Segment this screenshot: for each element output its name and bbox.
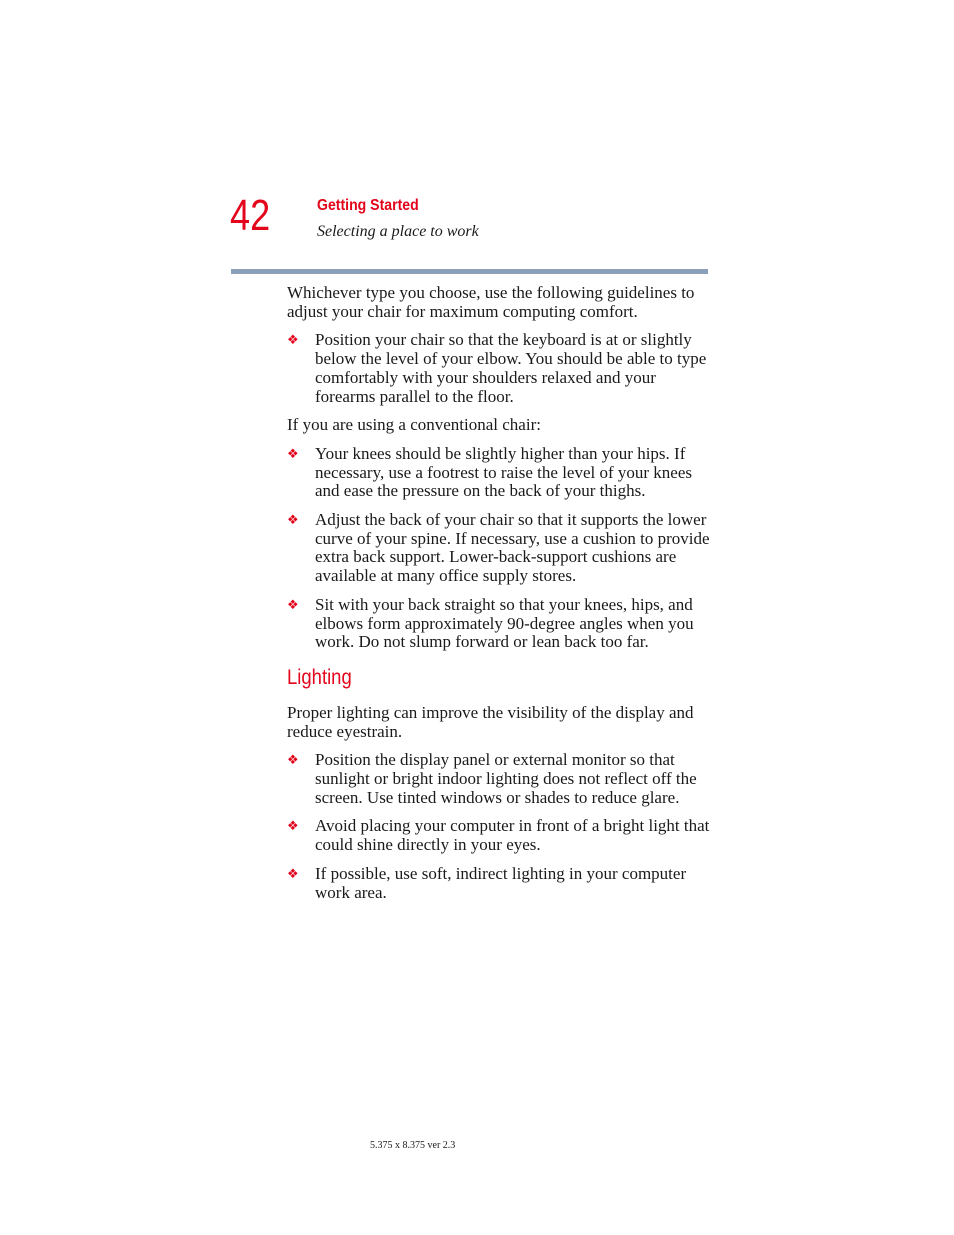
lighting-heading: Lighting <box>287 665 352 689</box>
diamond-bullet-icon: ❖ <box>287 866 299 882</box>
header-rule <box>231 269 708 274</box>
diamond-bullet-icon: ❖ <box>287 333 299 349</box>
conventional-chair-intro: If you are using a conventional chair: <box>287 415 541 435</box>
list-item-text: Position your chair so that the keyboard is at or slightly below the level of your elbow. You should be able to type comfortably with your shoulders relaxed and your forearms parallel to the floor. <box>315 330 707 406</box>
list-item <box>287 817 712 854</box>
list-item <box>287 865 712 902</box>
list-item-text: Avoid placing your computer in front of a bright light that could shine directly in your eyes. <box>315 816 710 855</box>
section-subtitle: Selecting a place to work <box>317 223 479 240</box>
list-item <box>287 511 712 586</box>
list-item-text: Position the display panel or external monitor so that sunlight or bright indoor lighting does not reflect off the screen. Use tinted windows or shades to reduce glare. <box>315 750 697 807</box>
diamond-bullet-icon: ❖ <box>287 753 299 769</box>
chapter-title: Getting Started <box>317 197 419 214</box>
list-item-text: Sit with your back straight so that your knees, hips, and elbows form approximately 90-degree angles when you work. Do not slump forward or lean back too far. <box>315 594 694 652</box>
list-item <box>287 596 712 652</box>
lighting-list <box>287 751 712 902</box>
page-content <box>287 284 712 912</box>
lighting-intro: Proper lighting can improve the visibility of the display and reduce eyestrain. <box>287 702 694 741</box>
chair-guidelines-list <box>287 331 712 406</box>
diamond-bullet-icon: ❖ <box>287 819 299 835</box>
footer-note: 5.375 x 8.375 ver 2.3 <box>370 1140 456 1151</box>
list-item <box>287 445 712 501</box>
list-item-text: If possible, use soft, indirect lighting in your computer work area. <box>315 863 687 902</box>
diamond-bullet-icon: ❖ <box>287 513 299 529</box>
page-number: 42 <box>230 191 271 240</box>
diamond-bullet-icon: ❖ <box>287 597 299 613</box>
list-item <box>287 331 712 406</box>
list-item-text: Adjust the back of your chair so that it supports the lower curve of your spine. If necessary, use a cushion to provide extra back support. Lower-back-support cushions are available at many office supply stores. <box>315 510 710 586</box>
list-item-text: Your knees should be slightly higher than your hips. If necessary, use a footrest to raise the level of your knees and ease the pressure on the back of your thighs. <box>315 443 693 501</box>
diamond-bullet-icon: ❖ <box>287 446 299 462</box>
conventional-chair-list <box>287 445 712 652</box>
intro-paragraph: Whichever type you choose, use the following guidelines to adjust your chair for maximum computing comfort. <box>287 283 695 321</box>
list-item <box>287 751 712 807</box>
